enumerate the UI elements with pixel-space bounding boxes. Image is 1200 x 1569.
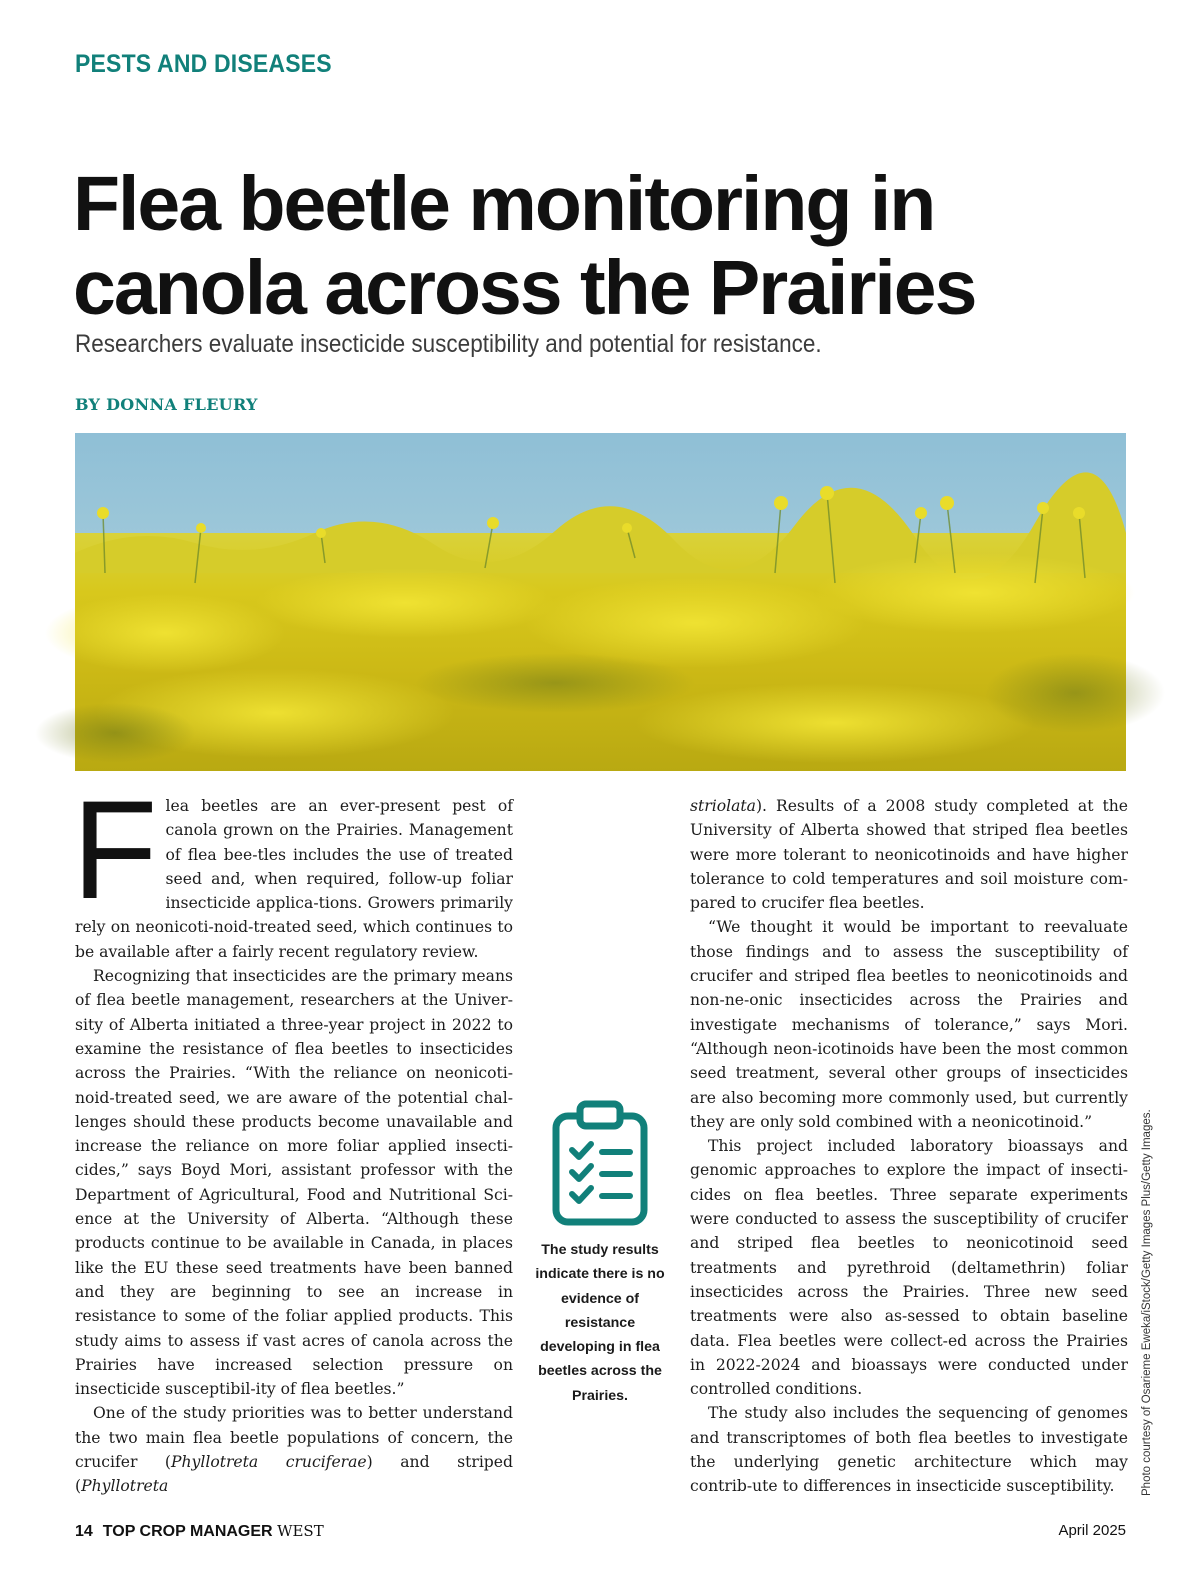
pull-quote <box>530 1100 670 1408</box>
body-paragraph: This project included laboratory bioassays and genomic approaches to explore the impact of insecti-cides on flea beetles. Three separate experiments were conducted to assess the susceptibility of crucifer and striped flea beetles to neonicotinoid seed treatments and pyrethroid (deltamethrin) foliar insecticides across the Prairies. Three new seed treatments were also as-sessed to obtain baseline data. Flea beetles were collect-ed across the Prairies in 2022-2024 and bioassays were conducted under controlled conditions. <box>690 1137 1128 1399</box>
hero-image <box>75 433 1126 771</box>
magazine-region: WEST <box>277 1522 324 1540</box>
clipboard-checklist-icon <box>550 1100 650 1226</box>
body-paragraph: “We thought it would be important to reevaluate those findings and to assess the susceptibility of crucifer and striped flea beetles to neonicotinoids and non-ne-onic insecticides across the Prairies and investigate mechanisms of tolerance,” says Mori. “Although neon-icotinoids have been the most common seed treatment, several other groups of insecticides are also becoming more commonly used, but currently they are only sold combined with a neonicotinoid.” <box>690 918 1128 1131</box>
body-paragraph: lea beetles are an ever-present pest of canola grown on the Prairies. Management of flea bee-tles includes the use of treated seed and, when required, follow-up foliar insecticide applica-tions. Growers primarily rely on neonicoti-noid-treated seed, which continues to be available after a fairly recent regulatory review. <box>75 797 513 961</box>
page-number: 14 <box>75 1523 93 1540</box>
article-column-right <box>690 794 1128 1496</box>
photo-credit: Photo courtesy of Osarieme Eweka/iStock/Getty Images Plus/Getty Images. <box>1141 1109 1153 1496</box>
body-paragraph: The study also includes the sequencing of genomes and transcriptomes of both flea beetles to investigate the underlying genetic architecture which may contrib-ute to differences in insecticide susceptibility. <box>690 1404 1128 1496</box>
footer-folio <box>75 1522 324 1541</box>
issue-date: April 2025 <box>1058 1522 1126 1539</box>
body-paragraph: Recognizing that insecticides are the primary means of flea beetle management, researchers at the Univer-sity of Alberta initiated a three-year project in 2022 to examine the resistance of flea beetles to insecticides across the Prairies. “With the reliance on neonicoti-noid-treated seed, we are aware of the potential chal-lenges should these products become unavailable and increase the reliance on more foliar applied insecti-cides,” says Boyd Mori, assistant professor with the Department of Agricultural, Food and Nutritional Sci-ence at the University of Alberta. “Although these products continue to be available in Canada, in places like the EU these seed treatments have been banned and they are beginning to see an increase in resistance to some of the foliar applied products. This study aims to assess if vast acres of canola across the Prairies have increased selection pressure on insecticide susceptibil-ity of flea beetles.” <box>75 967 513 1399</box>
section-label: PESTS AND DISEASES <box>75 50 332 78</box>
page-title: Flea beetle monitoring in canola across the Prairies <box>73 161 976 331</box>
pull-quote-text: The study results indicate there is no evidence of resistance developing in flea beetles across the Prairies. <box>535 1242 665 1404</box>
article-column-left <box>72 771 513 1496</box>
article-subtitle: Researchers evaluate insecticide susceptibility and potential for resistance. <box>75 330 822 358</box>
drop-cap: F <box>72 771 158 928</box>
magazine-name: TOP CROP MANAGER <box>102 1523 273 1540</box>
body-paragraph: One of the study priorities was to better understand the two main flea beetle populations of concern, the crucifer (Phyllotreta cruciferae) and striped (Phyllotreta <box>75 1404 513 1496</box>
byline: BY DONNA FLEURY <box>75 395 258 414</box>
body-paragraph: striolata). Results of a 2008 study completed at the University of Alberta showed that striped flea beetles were more tolerant to neonicotinoids and have higher tolerance to cold temperatures and soil moisture com-pared to crucifer flea beetles. <box>690 797 1128 913</box>
